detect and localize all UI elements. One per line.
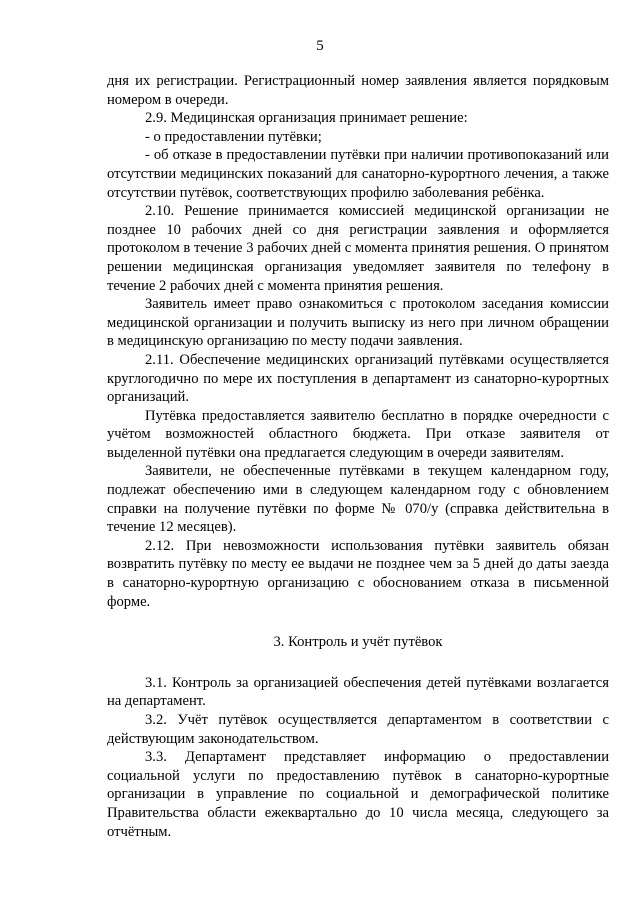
paragraph-3-1: 3.1. Контроль за организацией обеспечения детей путёвками возлагается на департамент. bbox=[107, 674, 609, 710]
list-item-refusal: - об отказе в предоставлении путёвки при наличии противопоказаний или отсутствии медицинских показаний для санаторно-курортного лечения, а также отсутствии путёвок, соответствующих профилю заболевания ребёнка. bbox=[107, 147, 609, 201]
page-number: 5 bbox=[316, 38, 324, 54]
paragraph-3-2: 3.2. Учёт путёвок осуществляется департаментом в соответствии с действующим законодательством. bbox=[107, 712, 609, 747]
paragraph-next-year: Заявители, не обеспеченные путёвками в текущем календарном году, подлежат обеспечению ими в следующем календарном году с обновлением справки на получение путёвки по форме № 070/у (справка действительна в течение 12 месяцев). bbox=[107, 463, 609, 536]
paragraph-protocol-access: Заявитель имеет право ознакомиться с протоколом заседания комиссии медицинской организации и получить выписку из него при личном обращении в медицинскую организацию по месту подачи заявления. bbox=[107, 296, 609, 350]
paragraph-3-3: 3.3. Департамент представляет информацию о предоставлении социальной услуги по предоставлению путёвок в санаторно-курортные организации в управление по социальной и демографической политике Правительства области ежеквартально до 10 числа месяца, следующего за отчётным. bbox=[107, 749, 609, 840]
paragraph-2-12: 2.12. При невозможности использования путёвки заявитель обязан возвратить путёвку по месту ее выдачи не позднее чем за 5 дней до даты заезда в санаторно-курортную организацию с обоснованием отказа в письменной форме. bbox=[107, 537, 609, 610]
paragraph-registration-number: дня их регистрации. Регистрационный номер заявления является порядковым номером в очереди. bbox=[107, 73, 609, 108]
paragraph-free-voucher: Путёвка предоставляется заявителю бесплатно в порядке очередности с учётом возможностей областного бюджета. При отказе заявителя от выделенной путёвки она предлагается следующим в очереди заявителям. bbox=[107, 407, 609, 461]
document-body bbox=[107, 72, 609, 841]
paragraph-2-10: 2.10. Решение принимается комиссией медицинской организации не позднее 10 рабочих дней со дня регистрации заявления и оформляется протоколом в течение 3 рабочих дней с момента принятия решения. О принятом решении медицинская организация уведомляет заявителя по телефону в течение 2 рабочих дней с момента принятия решения. bbox=[107, 203, 609, 294]
list-item-grant: - о предоставлении путёвки; bbox=[145, 128, 322, 145]
section-3-heading: 3. Контроль и учёт путёвок bbox=[273, 634, 443, 651]
paragraph-2-11: 2.11. Обеспечение медицинских организаций путёвками осуществляется круглогодично по мере их поступления в департамент из санаторно-курортных организаций. bbox=[107, 351, 609, 406]
paragraph-2-9: 2.9. Медицинская организация принимает решение: bbox=[145, 110, 468, 127]
